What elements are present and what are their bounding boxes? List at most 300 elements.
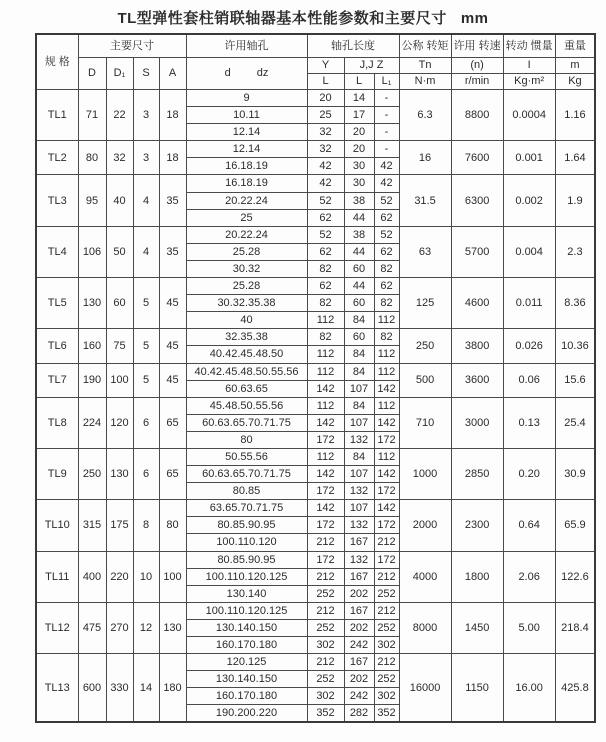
bore-d-cell: 190.200.220	[186, 705, 307, 723]
len-Z-L1-cell: 82	[374, 260, 399, 277]
spec-cell: TL6	[36, 329, 78, 363]
len-Y-L-cell: 32	[307, 124, 344, 141]
dim-D-cell: 160	[78, 329, 106, 363]
len-Y-L-cell: 25	[307, 107, 344, 124]
dim-D1-cell: 130	[106, 448, 133, 499]
dim-A-cell: 65	[159, 397, 186, 448]
header-bore-d: d	[224, 67, 231, 80]
len-J-L-cell: 30	[344, 175, 374, 192]
inertia-cell: 0.0004	[503, 90, 555, 141]
len-Z-L1-cell: 82	[374, 329, 399, 346]
torque-cell: 2000	[399, 500, 451, 551]
len-Y-L-cell: 82	[307, 295, 344, 312]
bore-d-cell: 130.140	[186, 585, 307, 602]
len-J-L-cell: 242	[344, 688, 374, 705]
spec-cell: TL13	[36, 654, 78, 723]
len-Z-L1-cell: 52	[374, 192, 399, 209]
len-Z-L1-cell: 42	[374, 158, 399, 175]
speed-cell: 3600	[451, 363, 503, 397]
len-J-L-cell: 84	[344, 448, 374, 465]
len-Y-L-cell: 52	[307, 192, 344, 209]
len-Z-L1-cell: 62	[374, 243, 399, 260]
len-Z-L1-cell: 302	[374, 688, 399, 705]
inertia-cell: 2.06	[503, 551, 555, 602]
inertia-cell: 5.00	[503, 602, 555, 653]
len-Z-L1-cell: -	[374, 90, 399, 107]
bore-d-cell: 40.42.45.48.50.55.56	[186, 363, 307, 380]
header-bore-group: 许用轴孔	[186, 34, 307, 58]
torque-cell: 63	[399, 226, 451, 277]
speed-cell: 6300	[451, 175, 503, 226]
len-J-L-cell: 60	[344, 295, 374, 312]
len-J-L-cell: 132	[344, 551, 374, 568]
dim-D1-cell: 330	[106, 654, 133, 723]
len-Y-L-cell: 302	[307, 688, 344, 705]
dim-S-cell: 5	[133, 363, 159, 397]
torque-cell: 16000	[399, 654, 451, 723]
len-J-L-cell: 167	[344, 534, 374, 551]
len-J-L-cell: 20	[344, 124, 374, 141]
dim-D-cell: 400	[78, 551, 106, 602]
len-J-L-cell: 44	[344, 278, 374, 295]
table-row	[36, 90, 595, 107]
header-dim-S: S	[133, 58, 159, 90]
spec-cell: TL8	[36, 397, 78, 448]
bore-d-cell: 120.125	[186, 654, 307, 671]
inertia-cell: 0.20	[503, 448, 555, 499]
len-J-L-cell: 14	[344, 90, 374, 107]
len-J-L-cell: 38	[344, 192, 374, 209]
len-Y-L-cell: 20	[307, 90, 344, 107]
table-header	[36, 34, 595, 90]
torque-cell: 31.5	[399, 175, 451, 226]
header-spec: 规 格	[36, 34, 78, 90]
len-J-L-cell: 60	[344, 329, 374, 346]
dim-A-cell: 35	[159, 175, 186, 226]
len-Z-L1-cell: 112	[374, 346, 399, 363]
dim-A-cell: 45	[159, 329, 186, 363]
bore-d-cell: 80.85	[186, 483, 307, 500]
bore-d-cell: 16.18.19	[186, 158, 307, 175]
dim-D-cell: 80	[78, 141, 106, 175]
len-Y-L-cell: 172	[307, 431, 344, 448]
len-Y-L-cell: 32	[307, 141, 344, 158]
len-Y-L-cell: 112	[307, 363, 344, 380]
speed-cell: 2850	[451, 448, 503, 499]
bore-d-cell: 9	[186, 90, 307, 107]
header-speed-name: 许用 转速	[451, 34, 503, 58]
spec-cell: TL9	[36, 448, 78, 499]
len-J-L-cell: 84	[344, 397, 374, 414]
len-Y-L-cell: 212	[307, 602, 344, 619]
table-body	[36, 90, 595, 723]
torque-cell: 8000	[399, 602, 451, 653]
bore-d-cell: 25.28	[186, 278, 307, 295]
torque-cell: 1000	[399, 448, 451, 499]
dim-S-cell: 8	[133, 500, 159, 551]
torque-cell: 710	[399, 397, 451, 448]
len-Z-L1-cell: 112	[374, 397, 399, 414]
len-Z-L1-cell: 172	[374, 517, 399, 534]
len-Y-L-cell: 52	[307, 226, 344, 243]
len-J-L-cell: 282	[344, 705, 374, 723]
bore-d-cell: 20.22.24	[186, 192, 307, 209]
len-Z-L1-cell: 302	[374, 637, 399, 654]
len-Z-L1-cell: 252	[374, 619, 399, 636]
len-Z-L1-cell: 52	[374, 226, 399, 243]
len-J-L-cell: 107	[344, 500, 374, 517]
len-J-L-cell: 17	[344, 107, 374, 124]
bore-d-cell: 16.18.19	[186, 175, 307, 192]
torque-cell: 250	[399, 329, 451, 363]
len-J-L-cell: 107	[344, 380, 374, 397]
mass-cell: 122.6	[555, 551, 595, 602]
len-J-L-cell: 84	[344, 346, 374, 363]
inertia-cell: 0.002	[503, 175, 555, 226]
len-Y-L-cell: 142	[307, 500, 344, 517]
table-row	[36, 500, 595, 517]
inertia-cell: 0.004	[503, 226, 555, 277]
mass-cell: 65.9	[555, 500, 595, 551]
header-row-1	[36, 34, 595, 58]
dim-A-cell: 45	[159, 363, 186, 397]
len-Y-L-cell: 112	[307, 312, 344, 329]
len-Z-L1-cell: 82	[374, 295, 399, 312]
table-row	[36, 397, 595, 414]
dim-S-cell: 6	[133, 397, 159, 448]
len-J-L-cell: 107	[344, 466, 374, 483]
len-Z-L1-cell: 142	[374, 466, 399, 483]
len-J-L-cell: 132	[344, 517, 374, 534]
speed-cell: 2300	[451, 500, 503, 551]
dim-D1-cell: 120	[106, 397, 133, 448]
len-Y-L-cell: 252	[307, 585, 344, 602]
dim-D-cell: 106	[78, 226, 106, 277]
len-Y-L-cell: 62	[307, 278, 344, 295]
dim-D1-cell: 220	[106, 551, 133, 602]
dim-D1-cell: 100	[106, 363, 133, 397]
speed-cell: 1450	[451, 602, 503, 653]
spec-cell: TL7	[36, 363, 78, 397]
dim-S-cell: 10	[133, 551, 159, 602]
len-J-L-cell: 84	[344, 312, 374, 329]
len-Z-L1-cell: 112	[374, 312, 399, 329]
len-Y-L-cell: 172	[307, 483, 344, 500]
bore-d-cell: 160.170.180	[186, 637, 307, 654]
table-row	[36, 551, 595, 568]
dim-S-cell: 5	[133, 329, 159, 363]
header-L-Y: L	[307, 74, 344, 90]
len-Y-L-cell: 62	[307, 209, 344, 226]
len-Z-L1-cell: 62	[374, 209, 399, 226]
table-row	[36, 363, 595, 380]
len-Z-L1-cell: 212	[374, 602, 399, 619]
header-inertia-name: 转动 惯量	[503, 34, 555, 58]
bore-d-cell: 130.140.150	[186, 619, 307, 636]
dim-A-cell: 45	[159, 278, 186, 329]
len-Z-L1-cell: 212	[374, 534, 399, 551]
speed-cell: 8800	[451, 90, 503, 141]
len-Z-L1-cell: -	[374, 141, 399, 158]
len-Z-L1-cell: -	[374, 107, 399, 124]
len-Y-L-cell: 82	[307, 329, 344, 346]
len-J-L-cell: 167	[344, 654, 374, 671]
speed-cell: 4600	[451, 278, 503, 329]
dim-S-cell: 3	[133, 90, 159, 141]
dim-D1-cell: 270	[106, 602, 133, 653]
header-speed-unit: r/min	[451, 74, 503, 90]
len-Z-L1-cell: 212	[374, 654, 399, 671]
len-Z-L1-cell: 142	[374, 414, 399, 431]
title-unit: mm	[460, 10, 489, 27]
mass-cell: 1.64	[555, 141, 595, 175]
header-dim-D1: D₁	[106, 58, 133, 90]
len-J-L-cell: 30	[344, 158, 374, 175]
mass-cell: 25.4	[555, 397, 595, 448]
len-Z-L1-cell: 172	[374, 551, 399, 568]
spec-table	[35, 33, 596, 723]
len-J-L-cell: 38	[344, 226, 374, 243]
title-text: TL型弹性套柱销联轴器基本性能参数和主要尺寸	[117, 10, 447, 27]
header-mass-symbol: m	[555, 58, 595, 74]
mass-cell: 2.3	[555, 226, 595, 277]
header-dim-A: A	[159, 58, 186, 90]
inertia-cell: 0.001	[503, 141, 555, 175]
len-J-L-cell: 132	[344, 431, 374, 448]
dim-A-cell: 18	[159, 90, 186, 141]
speed-cell: 7600	[451, 141, 503, 175]
mass-cell: 218.4	[555, 602, 595, 653]
torque-cell: 16	[399, 141, 451, 175]
header-length-JJZ: J,J Z	[344, 58, 399, 74]
len-J-L-cell: 202	[344, 619, 374, 636]
bore-d-cell: 50.55.56	[186, 448, 307, 465]
bore-d-cell: 100.110.120.125	[186, 568, 307, 585]
mass-cell: 10.36	[555, 329, 595, 363]
len-Y-L-cell: 252	[307, 671, 344, 688]
dim-D-cell: 130	[78, 278, 106, 329]
bore-d-cell: 25.28	[186, 243, 307, 260]
torque-cell: 500	[399, 363, 451, 397]
dim-S-cell: 4	[133, 175, 159, 226]
torque-cell: 6.3	[399, 90, 451, 141]
header-length-Y: Y	[307, 58, 344, 74]
len-J-L-cell: 202	[344, 585, 374, 602]
len-Z-L1-cell: 42	[374, 175, 399, 192]
dim-D1-cell: 32	[106, 141, 133, 175]
len-Y-L-cell: 42	[307, 175, 344, 192]
bore-d-cell: 45.48.50.55.56	[186, 397, 307, 414]
len-Y-L-cell: 112	[307, 397, 344, 414]
len-J-L-cell: 242	[344, 637, 374, 654]
speed-cell: 3800	[451, 329, 503, 363]
header-torque-name: 公称 转矩	[399, 34, 451, 58]
len-Y-L-cell: 172	[307, 551, 344, 568]
inertia-cell: 0.011	[503, 278, 555, 329]
spec-cell: TL12	[36, 602, 78, 653]
bore-d-cell: 130.140.150	[186, 671, 307, 688]
bore-d-cell: 80.85.90.95	[186, 551, 307, 568]
bore-d-cell: 160.170.180	[186, 688, 307, 705]
spec-cell: TL10	[36, 500, 78, 551]
len-J-L-cell: 84	[344, 363, 374, 380]
bore-d-cell: 40.42.45.48.50	[186, 346, 307, 363]
header-bore-dz: dz	[256, 67, 269, 80]
header-torque-unit: N·m	[399, 74, 451, 90]
header-inertia-unit: Kg·m²	[503, 74, 555, 90]
inertia-cell: 0.026	[503, 329, 555, 363]
bore-d-cell: 100.110.120	[186, 534, 307, 551]
header-torque-symbol: Tn	[399, 58, 451, 74]
dim-S-cell: 5	[133, 278, 159, 329]
len-Z-L1-cell: 112	[374, 363, 399, 380]
len-Y-L-cell: 42	[307, 158, 344, 175]
bore-d-cell: 30.32	[186, 260, 307, 277]
bore-d-cell: 32.35.38	[186, 329, 307, 346]
dim-A-cell: 130	[159, 602, 186, 653]
table-row	[36, 329, 595, 346]
len-J-L-cell: 20	[344, 141, 374, 158]
len-Z-L1-cell: 172	[374, 431, 399, 448]
dim-A-cell: 100	[159, 551, 186, 602]
speed-cell: 1800	[451, 551, 503, 602]
len-Y-L-cell: 172	[307, 517, 344, 534]
header-row-2	[36, 58, 595, 74]
len-J-L-cell: 107	[344, 414, 374, 431]
len-Y-L-cell: 62	[307, 243, 344, 260]
speed-cell: 5700	[451, 226, 503, 277]
spec-cell: TL2	[36, 141, 78, 175]
dim-S-cell: 14	[133, 654, 159, 723]
mass-cell: 15.6	[555, 363, 595, 397]
dim-D-cell: 250	[78, 448, 106, 499]
bore-d-cell: 20.22.24	[186, 226, 307, 243]
table-row	[36, 175, 595, 192]
len-Y-L-cell: 302	[307, 637, 344, 654]
len-Z-L1-cell: 62	[374, 278, 399, 295]
len-Z-L1-cell: 252	[374, 585, 399, 602]
dim-S-cell: 3	[133, 141, 159, 175]
dim-A-cell: 65	[159, 448, 186, 499]
len-Z-L1-cell: 352	[374, 705, 399, 723]
header-L-J: L	[344, 74, 374, 90]
len-Z-L1-cell: -	[374, 124, 399, 141]
len-Z-L1-cell: 142	[374, 380, 399, 397]
len-J-L-cell: 60	[344, 260, 374, 277]
dim-S-cell: 4	[133, 226, 159, 277]
bore-d-cell: 80	[186, 431, 307, 448]
dim-D-cell: 600	[78, 654, 106, 723]
len-Y-L-cell: 212	[307, 654, 344, 671]
len-Y-L-cell: 142	[307, 466, 344, 483]
table-row	[36, 226, 595, 243]
dim-A-cell: 35	[159, 226, 186, 277]
dim-D-cell: 224	[78, 397, 106, 448]
mass-cell: 1.16	[555, 90, 595, 141]
header-mass-name: 重量	[555, 34, 595, 58]
header-speed-symbol: (n)	[451, 58, 503, 74]
len-Y-L-cell: 82	[307, 260, 344, 277]
torque-cell: 4000	[399, 551, 451, 602]
len-Y-L-cell: 212	[307, 534, 344, 551]
bore-d-cell: 60.63.65	[186, 380, 307, 397]
bore-d-cell: 80.85.90.95	[186, 517, 307, 534]
len-Z-L1-cell: 252	[374, 671, 399, 688]
mass-cell: 1.9	[555, 175, 595, 226]
dim-D-cell: 475	[78, 602, 106, 653]
dim-D1-cell: 75	[106, 329, 133, 363]
len-J-L-cell: 167	[344, 602, 374, 619]
table-row	[36, 278, 595, 295]
spec-cell: TL3	[36, 175, 78, 226]
bore-d-cell: 63.65.70.71.75	[186, 500, 307, 517]
len-J-L-cell: 44	[344, 209, 374, 226]
header-dim-D: D	[78, 58, 106, 90]
len-Y-L-cell: 112	[307, 448, 344, 465]
bore-d-cell: 40	[186, 312, 307, 329]
dim-D1-cell: 50	[106, 226, 133, 277]
len-J-L-cell: 132	[344, 483, 374, 500]
len-Z-L1-cell: 112	[374, 448, 399, 465]
len-Y-L-cell: 252	[307, 619, 344, 636]
len-J-L-cell: 167	[344, 568, 374, 585]
mass-cell: 8.36	[555, 278, 595, 329]
dim-D-cell: 315	[78, 500, 106, 551]
spec-cell: TL5	[36, 278, 78, 329]
len-Y-L-cell: 352	[307, 705, 344, 723]
dim-D-cell: 190	[78, 363, 106, 397]
table-row	[36, 602, 595, 619]
len-Y-L-cell: 142	[307, 414, 344, 431]
bore-d-cell: 60.63.65.70.71.75	[186, 466, 307, 483]
inertia-cell: 0.06	[503, 363, 555, 397]
len-Y-L-cell: 212	[307, 568, 344, 585]
bore-d-cell: 25	[186, 209, 307, 226]
len-Z-L1-cell: 212	[374, 568, 399, 585]
dim-D-cell: 71	[78, 90, 106, 141]
dim-D1-cell: 175	[106, 500, 133, 551]
header-main-dims: 主要尺寸	[78, 34, 186, 58]
len-Y-L-cell: 142	[307, 380, 344, 397]
inertia-cell: 0.13	[503, 397, 555, 448]
dim-A-cell: 80	[159, 500, 186, 551]
dim-A-cell: 18	[159, 141, 186, 175]
bore-d-cell: 12.14	[186, 141, 307, 158]
dim-S-cell: 12	[133, 602, 159, 653]
spec-cell: TL1	[36, 90, 78, 141]
table-row	[36, 654, 595, 671]
spec-cell: TL4	[36, 226, 78, 277]
dim-A-cell: 180	[159, 654, 186, 723]
bore-d-cell: 10.11	[186, 107, 307, 124]
dim-D1-cell: 60	[106, 278, 133, 329]
page-title	[0, 7, 606, 28]
spec-cell: TL11	[36, 551, 78, 602]
len-Z-L1-cell: 142	[374, 500, 399, 517]
table-row	[36, 448, 595, 465]
bore-d-cell: 60.63.65.70.71.75	[186, 414, 307, 431]
len-J-L-cell: 202	[344, 671, 374, 688]
speed-cell: 1150	[451, 654, 503, 723]
speed-cell: 3000	[451, 397, 503, 448]
mass-cell: 30.9	[555, 448, 595, 499]
bore-d-cell: 12.14	[186, 124, 307, 141]
header-mass-unit: Kg	[555, 74, 595, 90]
dim-D-cell: 95	[78, 175, 106, 226]
inertia-cell: 0.64	[503, 500, 555, 551]
header-L1-Z: L₁	[374, 74, 399, 90]
dim-S-cell: 6	[133, 448, 159, 499]
